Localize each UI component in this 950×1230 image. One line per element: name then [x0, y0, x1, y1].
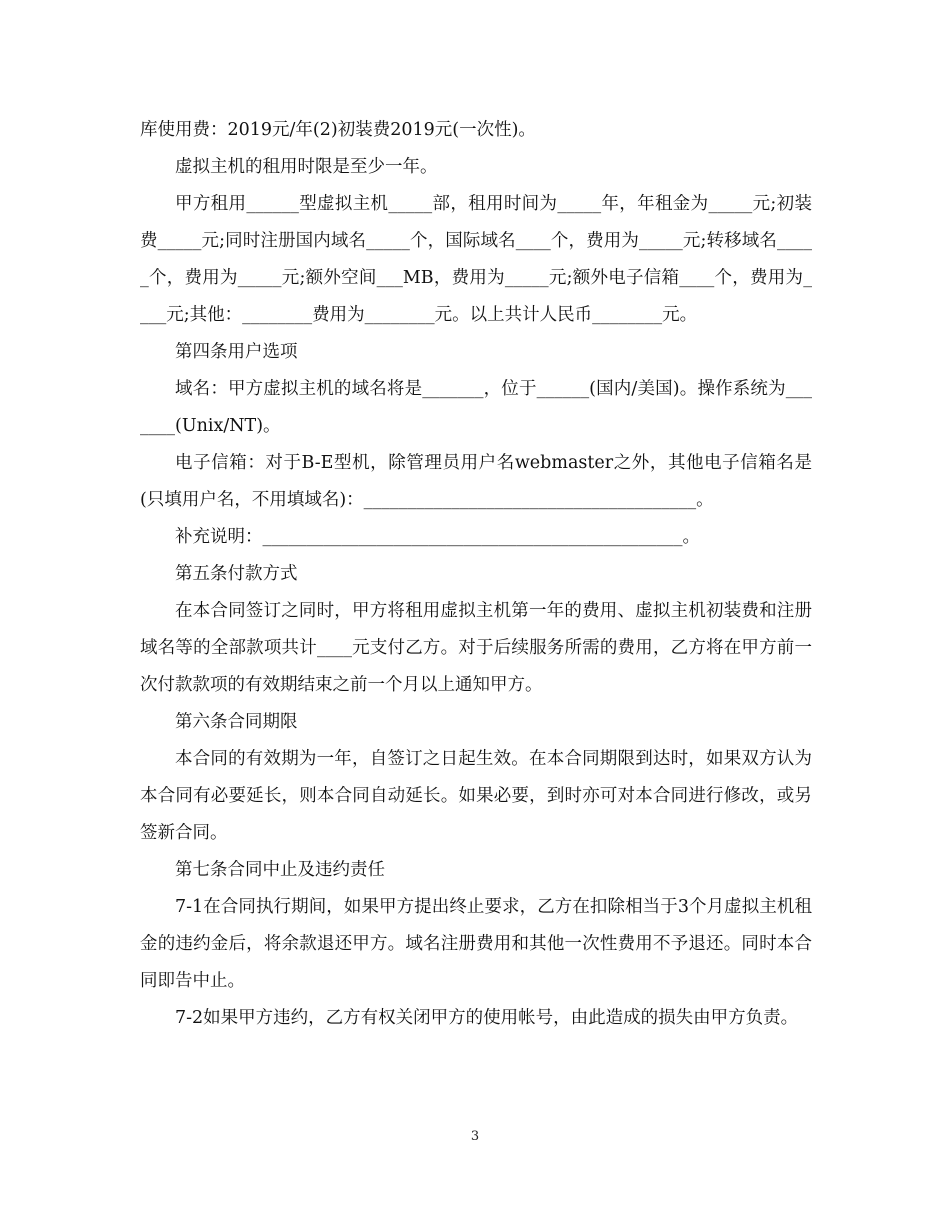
paragraph-clause-7-2: 7-2如果甲方违约，乙方有权关闭甲方的使用帐号，由此造成的损失由甲方负责。	[175, 1008, 799, 1028]
page-number: 3	[470, 1129, 480, 1144]
paragraph-domain: 域名：甲方虚拟主机的域名将是_______，位于______(国内/美国)。操作系统为_______(Unix/NT)。	[140, 379, 812, 436]
paragraph-fee-continuation: 库使用费：2019元/年(2)初装费2019元(一次性)。	[140, 120, 536, 140]
paragraph-clause-7-1: 7-1在合同执行期间，如果甲方提出终止要求，乙方在扣除相当于3个月虚拟主机租金的违约金后，将余款退还甲方。域名注册费用和其他一次性费用不予退还。同时本合同即告中止。	[140, 897, 812, 991]
paragraph-payment: 在本合同签订之同时，甲方将租用虚拟主机第一年的费用、虚拟主机初装费和注册域名等的全部款项共计____元支付乙方。对于后续服务所需的费用，乙方将在甲方前一次付款款项的有效期结束之前一个月以上通知甲方。	[140, 601, 812, 695]
paragraph-rental-term: 虚拟主机的租用时限是至少一年。	[175, 157, 438, 177]
paragraph-supplement: 补充说明：________________________________________________。	[175, 527, 700, 547]
heading-article-5: 第五条付款方式	[175, 564, 298, 584]
paragraph-term: 本合同的有效期为一年，自签订之日起生效。在本合同期限到达时，如果双方认为本合同有必要延长，则本合同自动延长。如果必要，到时亦可对本合同进行修改，或另签新合同。	[140, 749, 812, 843]
heading-article-4: 第四条用户选项	[175, 342, 298, 362]
document-body	[140, 112, 812, 1037]
paragraph-rental-details: 甲方租用______型虚拟主机_____部，租用时间为_____年，年租金为_____元;初装费_____元;同时注册国内域名_____个，国际域名____个，费用为_____元;转移域名_____个，费用为_____元;额外空间___MB，费用为_____元;额外电子信箱____个，费用为____元;其他：________费用为________元。以上共计人民币________元。	[140, 194, 812, 325]
heading-article-6: 第六条合同期限	[175, 712, 298, 732]
paragraph-email: 电子信箱：对于B-E型机，除管理员用户名webmaster之外，其他电子信箱名是(只填用户名，不用填域名)：______________________________________。	[140, 453, 812, 510]
heading-article-7: 第七条合同中止及违约责任	[175, 860, 385, 880]
